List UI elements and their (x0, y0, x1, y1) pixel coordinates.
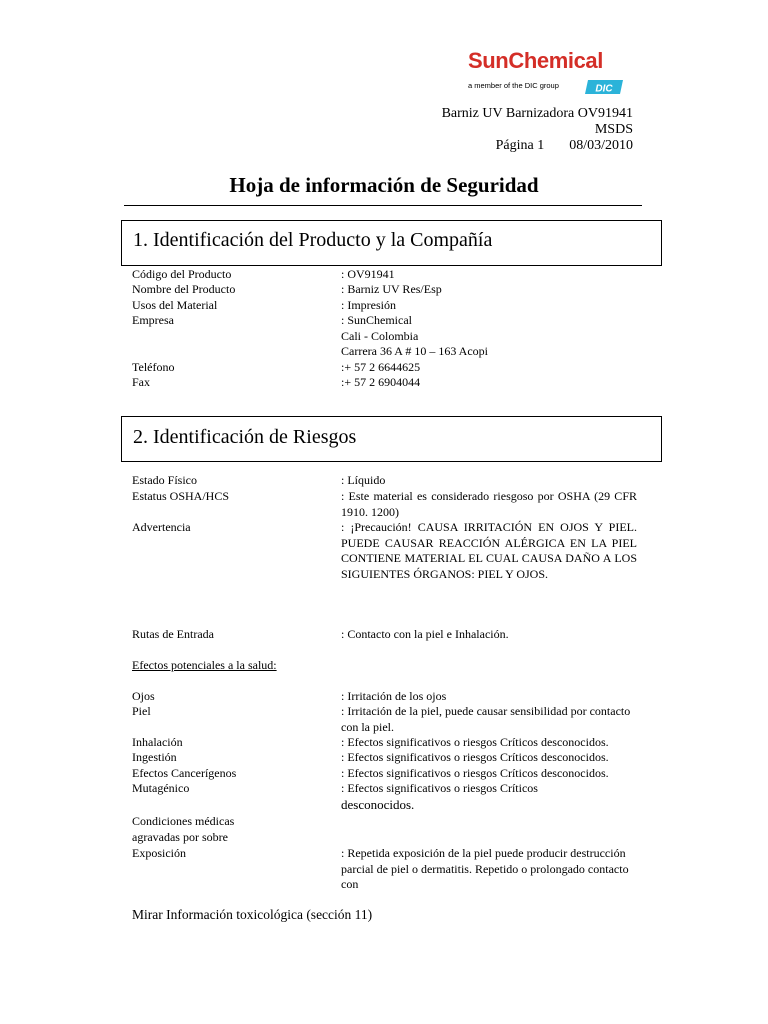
s2-label-inhalacion: Inhalación (132, 735, 183, 749)
s2-value-cancerigenos: : Efectos significativos o riesgos Críticos desconocidos. (341, 766, 609, 780)
s2-label-condiciones-1: Condiciones médicas (132, 814, 235, 828)
s2-value-rutas: : Contacto con la piel e Inhalación. (341, 627, 509, 641)
s2-label-cancerigenos: Efectos Cancerígenos (132, 766, 237, 780)
section1-heading: 1. Identificación del Producto y la Compañía (121, 220, 662, 266)
s2-value-mutagenico: : Efectos significativos o riesgos Críticos (341, 781, 538, 795)
s2-label-estatus: Estatus OSHA/HCS (132, 489, 230, 503)
s2-label-ingestion: Ingestión (132, 750, 177, 764)
s2-label-advertencia: Advertencia (132, 520, 191, 534)
s1-value-city: Cali - Colombia (341, 329, 419, 343)
s2-value-mutagenico-2: desconocidos. (341, 797, 415, 812)
header-page: Página 1 (495, 138, 545, 153)
page-title: Hoja de información de Seguridad (229, 173, 539, 197)
s2-value-estatus: : Este material es considerado riesgoso por OSHA (29 CFR 1910. 1200) (341, 489, 637, 519)
header-date: 08/03/2010 (569, 138, 633, 153)
s1-value-codigo: : OV91941 (341, 267, 395, 281)
s2-value-exposicion: : Repetida exposición de la piel puede producir destrucción parcial de piel o dermatitis. Repetido o prolongado contacto con (341, 846, 629, 891)
s1-label-telefono: Teléfono (132, 360, 175, 374)
s2-value-inhalacion: : Efectos significativos o riesgos Críticos desconocidos. (341, 735, 609, 749)
s2-value-piel: : Irritación de la piel, puede causar sensibilidad por contacto con la piel. (341, 704, 631, 734)
header-doc-type: MSDS (594, 122, 633, 137)
s1-value-empresa: : SunChemical (341, 313, 412, 327)
section2-heading: 2. Identificación de Riesgos (121, 416, 662, 462)
s2-label-exposicion: Exposición (132, 846, 186, 860)
s1-label-codigo: Código del Producto (132, 267, 232, 281)
header-product-line: Barniz UV Barnizadora OV91941 (441, 106, 633, 121)
dic-mark: DIC (595, 83, 613, 95)
sunchemical-logo (468, 48, 638, 100)
brand-tagline: a member of the DIC group (468, 81, 559, 90)
s1-value-nombre: : Barniz UV Res/Esp (341, 282, 442, 296)
s2-value-ojos: : Irritación de los ojos (341, 689, 447, 703)
s1-label-empresa: Empresa (132, 313, 174, 327)
s1-value-usos: : Impresión (341, 298, 396, 312)
s2-label-estado: Estado Físico (132, 473, 197, 487)
brand-name: SunChemical (468, 48, 603, 73)
s2-label-mutagenico: Mutagénico (132, 781, 190, 795)
s1-label-fax: Fax (132, 375, 150, 389)
s2-value-estado: : Líquido (341, 473, 386, 487)
s1-value-telefono: :+ 57 2 6644625 (341, 360, 421, 374)
s2-efectos-heading: Efectos potenciales a la salud: (132, 658, 277, 672)
title-divider (124, 205, 642, 206)
s2-label-condiciones-2: agravadas por sobre (132, 830, 228, 844)
s1-label-usos: Usos del Material (132, 298, 218, 312)
footer-note: Mirar Información toxicológica (sección 11) (132, 907, 373, 922)
s1-value-address: Carrera 36 A # 10 – 163 Acopi (341, 344, 488, 358)
s2-label-rutas: Rutas de Entrada (132, 627, 214, 641)
s2-value-ingestion: : Efectos significativos o riesgos Críticos desconocidos. (341, 750, 609, 764)
s1-value-fax: :+ 57 2 6904044 (341, 375, 421, 389)
s2-label-ojos: Ojos (132, 689, 155, 703)
header-page-date (496, 138, 633, 154)
dic-logo-icon (584, 79, 624, 95)
s1-label-nombre: Nombre del Producto (132, 282, 236, 296)
s2-label-piel: Piel (132, 704, 151, 718)
s2-value-advertencia: : ¡Precaución! CAUSA IRRITACIÓN EN OJOS Y PIEL. PUEDE CAUSAR REACCIÓN ALÉRGICA EN LA PIEL CONTIENE MATERIAL EL CUAL CAUSA DAÑO A LOS SIGUIENTES ÓRGANOS: PIEL Y OJOS. (341, 520, 637, 581)
